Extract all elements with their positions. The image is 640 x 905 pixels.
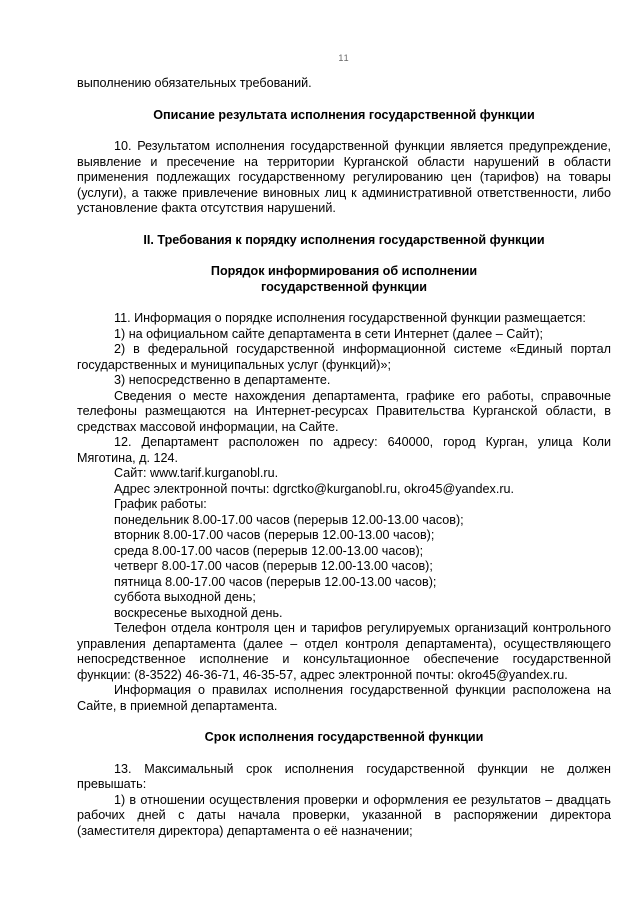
section-heading-informing-line1: Порядок информирования об исполнении bbox=[210, 264, 478, 278]
paragraph-10: 10. Результатом исполнения государственной функции является предупреждение, выявление и пресечение на территории Курганской области нарушений в области применения подлежащих государственному регулированию цен (тарифов) на товары (услуги), а также привлечение виновных лиц к административной ответственности, либо установление факта отсутствия нарушений. bbox=[77, 139, 611, 215]
page-number: 11 bbox=[338, 53, 350, 63]
document-body bbox=[77, 76, 611, 839]
schedule-wednesday: среда 8.00-17.00 часов (перерыв 12.00-13.00 часов); bbox=[114, 543, 424, 558]
schedule-sunday: воскресенье выходной день. bbox=[114, 605, 283, 620]
paragraph-11-item-3: 3) непосредственно в департаменте. bbox=[114, 373, 331, 387]
section-heading-informing-line2: государственной функции bbox=[261, 279, 427, 294]
rules-paragraph: Информация о правилах исполнения государственной функции расположена на Сайте, в приемной департамента. bbox=[77, 683, 611, 713]
section-heading-term: Срок исполнения государственной функции bbox=[204, 730, 484, 744]
paragraph-11-item-2: 2) в федеральной государственной информационной системе «Единый портал государственных и муниципальных услуг (функций)»; bbox=[77, 342, 611, 372]
schedule-tuesday: вторник 8.00-17.00 часов (перерыв 12.00-13.00 часов); bbox=[114, 528, 435, 542]
email-line: Адрес электронной почты: dgrctko@kurganobl.ru, okro45@yandex.ru. bbox=[114, 481, 515, 496]
paragraph-11: 11. Информация о порядке исполнения государственной функции размещается: bbox=[114, 311, 586, 325]
paragraph-13-item-1: 1) в отношении осуществления проверки и оформления ее результатов – двадцать рабочих дней с даты начала проверки, указанной в распоряжении директора (заместителя директора) департамента о её назначении; bbox=[77, 792, 611, 838]
phone-paragraph: Телефон отдела контроля цен и тарифов регулируемых организаций контрольного управления департамента (далее – отдел контроля департамента), осуществляющего непосредственное исполнение и консультационное обеспечение государственной функции: (8-3522) 46-36-71, 46-35-57, адрес электронной почты: okro45@yandex.ru. bbox=[77, 621, 611, 682]
paragraph-continuation: выполнению обязательных требований. bbox=[77, 76, 312, 90]
paragraph-12: 12. Департамент расположен по адресу: 640000, город Курган, улица Коли Мяготина, д. 124. bbox=[77, 435, 611, 465]
schedule-monday: понедельник 8.00-17.00 часов (перерыв 12.00-13.00 часов); bbox=[114, 512, 464, 527]
paragraph-11-details: Сведения о месте нахождения департамента, графике его работы, справочные телефоны размещаются на Интернет-ресурсах Правительства Курганской области, в средствах массовой информации, на Сайте. bbox=[77, 388, 611, 434]
chapter-heading-ii: II. Требования к порядку исполнения государственной функции bbox=[143, 232, 545, 247]
paragraph-11-item-1: 1) на официальном сайте департамента в сети Интернет (далее – Сайт); bbox=[114, 326, 544, 341]
schedule-thursday: четверг 8.00-17.00 часов (перерыв 12.00-13.00 часов); bbox=[114, 559, 433, 573]
paragraph-13: 13. Максимальный срок исполнения государственной функции не должен превышать: bbox=[77, 761, 611, 791]
site-line: Сайт: www.tarif.kurganobl.ru. bbox=[114, 466, 279, 480]
schedule-saturday: суббота выходной день; bbox=[114, 590, 256, 604]
section-heading-result: Описание результата исполнения государственной функции bbox=[153, 107, 535, 122]
schedule-heading: График работы: bbox=[114, 497, 207, 511]
schedule-friday: пятница 8.00-17.00 часов (перерыв 12.00-13.00 часов); bbox=[114, 574, 437, 589]
